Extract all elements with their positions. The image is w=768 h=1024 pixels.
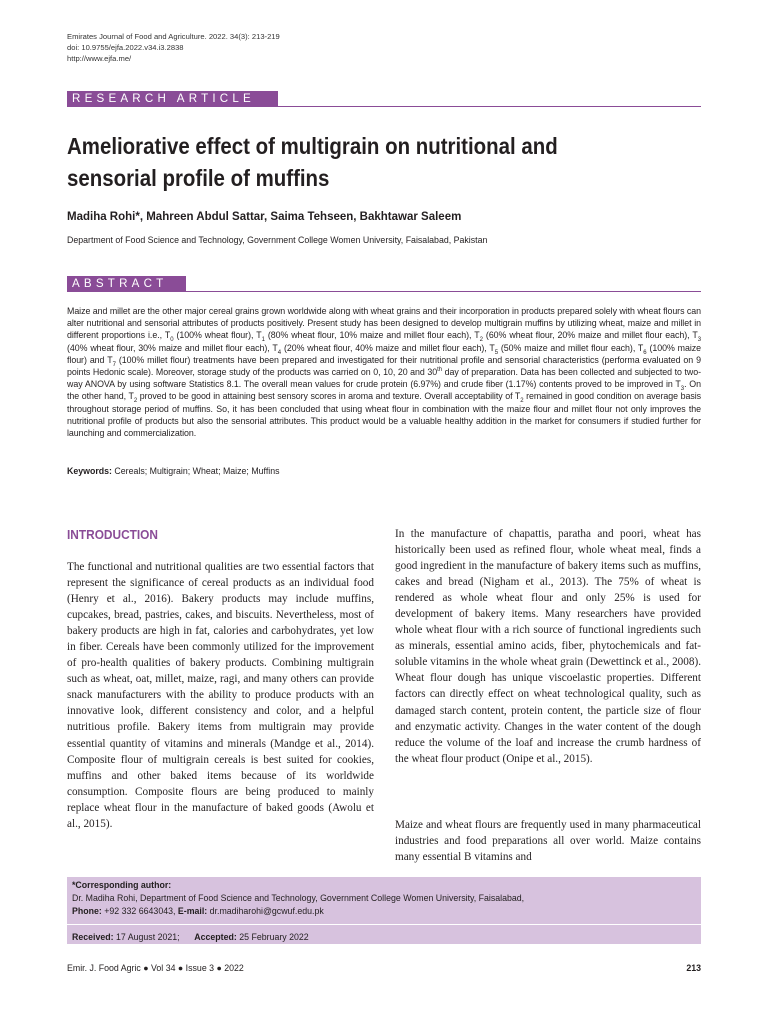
paper-title: Ameliorative effect of multigrain on nutritional and sensorial profile of muffins xyxy=(67,133,558,191)
keywords-value: Cereals; Multigrain; Wheat; Maize; Muffins xyxy=(111,466,280,476)
abstract-body: Maize and millet are the other major cereal grains grown worldwide along with wheat grains and their incorporation in products prepared solely with wheat flours can alter nutritional and sensorial attributes of products positively. Present study has been designed to develop multigrain muffins by utilizing wheat, maize and millet in different proportions i.e., $T_0$ (100% wheat flour), $T_1$ (80% wheat flour, 10% maize and millet flour each), $T_2$ (60% wheat flour, 20% maize and millet flour each), $T_3$ (40% wheat flour, 30% maize and millet flour each), $T_4$ (20% wheat flour, 40% maize and millet flour each), $T_5$ (50% maize and millet flour each), $T_6$ (100% maize flour) and $T_7$ (100% millet flour) treatments have been prepared and investigated for their nutritional profile and sensorial characteristics (performa evaluated on 9 points Hedonic scale). Moreover, storage study of the products was carried on 0, 10, 20 and 30th day of preparation. Data has been collected and subjected to two-way ANOVA by using software Statistics 8.1. The overall mean values for crude protein (6.97%) and crude fiber (1.17%) contents proved to be improved in $T_3$. On the other hand, $T_2$ proved to be good in attaining best sensory scores in aroma and texture. Overall acceptability of $T_2$ remained in good condition on average basis throughout storage period of muffins. So, it has been concluded that using wheat flour in combination with the maize flour and millet flour not only improves the nutritional profile of products but also the sensorial attributes. This product would be a valuable healthy addition in the market for consumers if studied further for launching and commercialization. xyxy=(67,306,702,439)
phone-label: Phone: xyxy=(72,906,102,916)
journal-header xyxy=(67,31,280,64)
intro-right-paragraph-1: In the manufacture of chapattis, paratha and poori, wheat has historically been used as refined flour, whole wheat meal, finds a good ingredient in the manufacture of bakery items such as muffins, cakes and bread (Nigham et al., 2013). The 75% of wheat is rendered as whole wheat flour and only 25% is used for development of bakery items. Many researchers have provided whole wheat flour with a rich source of functional ingredients such as minerals, essential amino acids, fiber, phytochemicals and fat-soluble vitamins in the whole wheat grain (Dewettinck et al., 2008). Wheat flour dough has unique viscoelastic properties. Different factors can directly effect on wheat technological quality, such as damaged starch content, protein content, the particle size of flour and enzymatic activity. Changes in the water content of the dough reduce the volume of the loaf and increase the crumb hardness of the wheat flour product (Onipe et al., 2015). xyxy=(395,528,701,765)
email-label: E-mail: xyxy=(177,906,208,916)
footer-citation: Emir. J. Food Agric ● Vol 34 ● Issue 3 ● 2022 xyxy=(67,963,244,973)
author-list: Madiha Rohi*, Mahreen Abdul Sattar, Saima Tehseen, Bakhtawar Saleem xyxy=(67,211,462,223)
journal-citation: Emirates Journal of Food and Agriculture. 2022. 34(3): 213-219 xyxy=(67,32,280,41)
received-date: 17 August 2021; xyxy=(113,932,180,942)
email-link[interactable]: dr.madiharohi@gcwuf.edu.pk xyxy=(207,906,324,916)
page-number: 213 xyxy=(686,963,701,973)
accepted-label: Accepted: xyxy=(194,932,237,942)
abstract-heading: ABSTRACT xyxy=(67,276,186,292)
submission-dates xyxy=(72,932,309,942)
accepted-date: 25 February 2022 xyxy=(236,932,309,942)
doi-link[interactable]: doi: 10.9755/ejfa.2022.v34.i3.2838 xyxy=(67,43,184,52)
keywords-label: Keywords: xyxy=(67,466,112,476)
introduction-heading: INTRODUCTION xyxy=(67,527,158,542)
corresponding-author-title: *Corresponding author: xyxy=(72,880,172,890)
intro-left-paragraph: The functional and nutritional qualities are two essential factors that represent the significance of cereal products as an individual food (Henry et al., 2016). Bakery products may include muffins, cupcakes, bread, pastries, cakes, and biscuits. Nevertheless, most of bakery products are high in fat, calories and carbohydrates, yet low in fiber. Cereals have been commonly utilized for the improvement of pro-health qualities of bakery products. Combining multigrain such as wheat, oat, millet, maize, ragi, and many others can provide snack manufacturers with the ability to produce products with an innovative look, different consistency and color, and a helpful nutritious profile. Bakery items from multigrain may provide essential quantity of vitamins and minerals (Mandge et al., 2014). Composite flour of multigrain cereals is best suited for cookies, muffins and other baked items because of its worldwide consumption. Composite flours are being produced to mainly replace wheat flour in the manufacture of baked goods (Awolu et al., 2015). xyxy=(67,561,374,830)
phone-value: +92 332 6643043, xyxy=(101,906,178,916)
affiliation: Department of Food Science and Technology, Government College Women University, Faisalabad, Pakistan xyxy=(67,235,488,245)
correspondence-box xyxy=(67,877,701,944)
abstract-bar xyxy=(67,276,701,292)
article-type-bar xyxy=(67,91,701,107)
intro-right-paragraph-2: Maize and wheat flours are frequently used in many pharmaceutical industries and food preparations all over world. Maize contains many essential B vitamins and xyxy=(395,819,701,864)
correspondence-divider xyxy=(67,924,701,925)
received-label: Received: xyxy=(72,932,114,942)
corresponding-author-name: Dr. Madiha Rohi, Department of Food Science and Technology, Government College Women University, Faisalabad, xyxy=(72,893,525,903)
corresponding-author-contact xyxy=(72,906,324,916)
keywords xyxy=(67,466,280,476)
journal-url-link[interactable]: http://www.ejfa.me/ xyxy=(67,54,132,63)
article-type-label: RESEARCH ARTICLE xyxy=(67,91,278,107)
